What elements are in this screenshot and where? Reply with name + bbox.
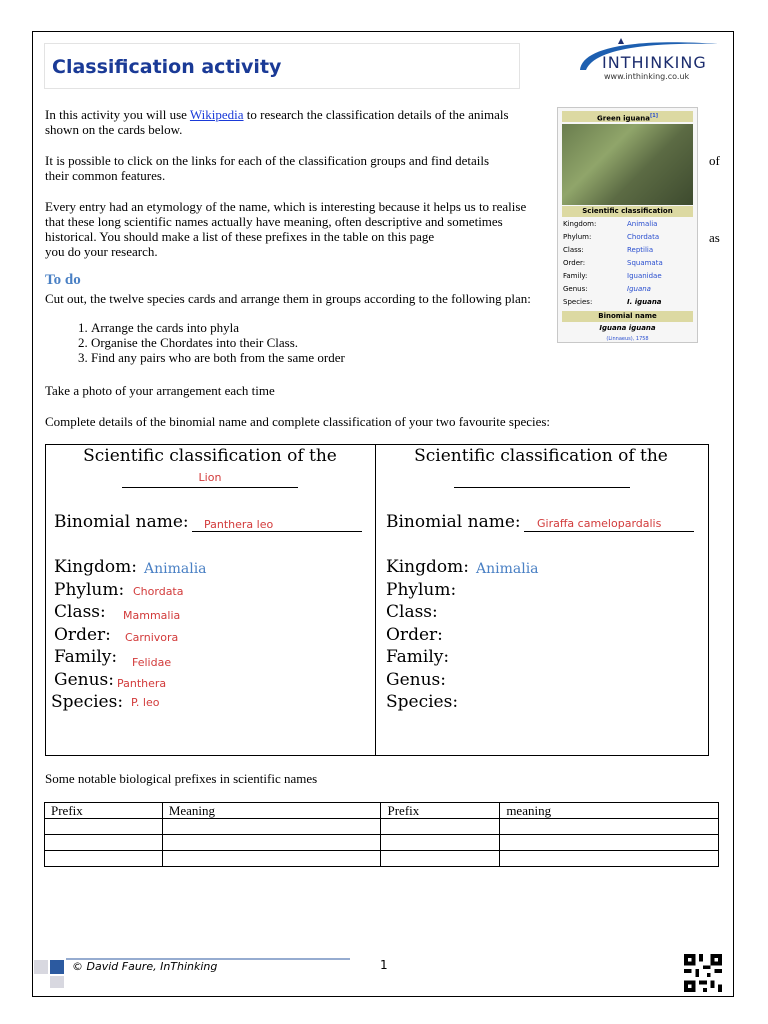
plan-step: 1. Arrange the cards into phyla [91,320,345,335]
right-species-label: Species: [386,692,459,712]
left-species-label: Species: [51,692,124,712]
right-kingdom-label: Kingdom: [386,557,469,577]
right-family-label: Family: [386,647,450,667]
iguana-photo [562,124,693,205]
footer-credit: © David Faure, InThinking [72,960,218,973]
intro-text: you do your research. [45,244,158,259]
left-binomial-label: Binomial name: [54,512,189,532]
intro-tail-as: as [709,230,720,245]
intro-text: to research the classification details of the animals shown on the cards below. [45,107,509,137]
intro-paragraph-3 [45,199,535,259]
left-genus-label: Genus: [54,670,114,690]
classification-divider [375,444,376,756]
todo-text: Cut out, the twelve species cards and arrange them in groups according to the following plan: [45,291,531,306]
left-class-label: Class: [54,602,106,622]
infobox-binomial-head: Binomial name [562,311,693,322]
page-title: Classification activity [52,56,282,78]
logo-url: www.inthinking.co.uk [604,72,690,81]
table-cell[interactable] [381,835,500,851]
left-order[interactable]: Carnivora [125,631,179,644]
intro-text: It is possible to click on the links for each of the classification groups and find details [45,153,490,168]
intro-paragraph-2 [45,153,535,183]
left-phylum[interactable]: Chordata [133,585,184,598]
table-cell[interactable] [381,819,500,835]
intro-text: their common features. [45,168,166,183]
table-cell[interactable] [162,819,381,835]
table-cell[interactable] [162,835,381,851]
intro-text: Every entry had an etymology of the name, which is interesting because it helps us to realise that these long scientific names actually have meaning, often descriptive and sometimes historical. You should make a list of these prefixes in the table on this page [45,199,527,244]
page-number: 1 [380,958,388,972]
infobox-binomial: Iguana iguana [599,324,656,332]
prefix-table [44,802,719,867]
intro-text: In this activity you will use [45,107,190,122]
todo-heading: To do [45,272,81,288]
right-class-label: Class: [386,602,438,622]
left-phylum-label: Phylum: [54,580,125,600]
header-meaning: Meaning [162,803,381,819]
table-row [45,851,719,867]
logo-name: INTHINKING [602,53,707,72]
classification-table [45,444,709,756]
left-species[interactable]: P. leo [131,696,160,709]
right-kingdom[interactable]: Animalia [476,561,539,577]
infobox-title: Green iguana[1] [562,111,693,122]
qr-code-icon [684,954,722,992]
right-animal-line[interactable] [454,487,630,488]
header-meaning: meaning [500,803,719,819]
left-order-label: Order: [54,625,111,645]
right-heading: Scientific classification of the [414,446,668,466]
table-row [45,835,719,851]
right-phylum-label: Phylum: [386,580,457,600]
wikipedia-link[interactable]: Wikipedia [189,107,244,122]
prefix-caption: Some notable biological prefixes in scientific names [45,771,318,786]
left-class[interactable]: Mammalia [123,609,181,622]
right-genus-label: Genus: [386,670,446,690]
plan-step: 2. Organise the Chordates into their Class. [91,335,345,350]
table-cell[interactable] [162,851,381,867]
intro-tail-of: of [709,153,720,168]
table-cell[interactable] [45,851,163,867]
complete-note: Complete details of the binomial name and complete classification of your two favourite species: [45,414,551,429]
left-kingdom-label: Kingdom: [54,557,137,577]
intro-paragraph-1 [45,107,535,137]
left-binomial[interactable]: Panthera leo [204,518,274,531]
table-cell[interactable] [45,819,163,835]
left-binomial-line [192,531,362,532]
header-prefix: Prefix [381,803,500,819]
left-animal[interactable]: Lion [198,471,222,484]
table-cell[interactable] [500,819,719,835]
left-family-label: Family: [54,647,118,667]
right-binomial-label: Binomial name: [386,512,521,532]
right-binomial[interactable]: Giraffa camelopardalis [537,517,662,530]
header-prefix: Prefix [45,803,163,819]
left-animal-line [122,487,298,488]
table-cell[interactable] [500,835,719,851]
table-cell[interactable] [500,851,719,867]
left-family[interactable]: Felidae [132,656,172,669]
left-heading: Scientific classification of the [83,446,337,466]
left-genus[interactable]: Panthera [117,677,167,690]
infobox-authority[interactable]: (Linnaeus), 1758 [606,336,649,342]
photo-note: Take a photo of your arrangement each time [45,383,275,398]
plan-list [45,320,345,365]
iguana-infobox: Green iguana[1] Scientific classification Kingdom: Animalia Phylum: Chordata Class: Reptilia Order: Squamata Family: Iguanidae Genus: Iguana Species: I. iguana Binomial name Iguana iguana (Linnaeus), 1758 [557,107,698,343]
table-cell[interactable] [45,835,163,851]
infobox-section: Scientific classification [562,206,693,217]
right-order-label: Order: [386,625,443,645]
plan-step: 3. Find any pairs who are both from the same order [91,350,345,365]
table-row [45,819,719,835]
table-header-row [45,803,719,819]
table-cell[interactable] [381,851,500,867]
right-binomial-line [524,531,694,532]
left-kingdom[interactable]: Animalia [144,561,207,577]
